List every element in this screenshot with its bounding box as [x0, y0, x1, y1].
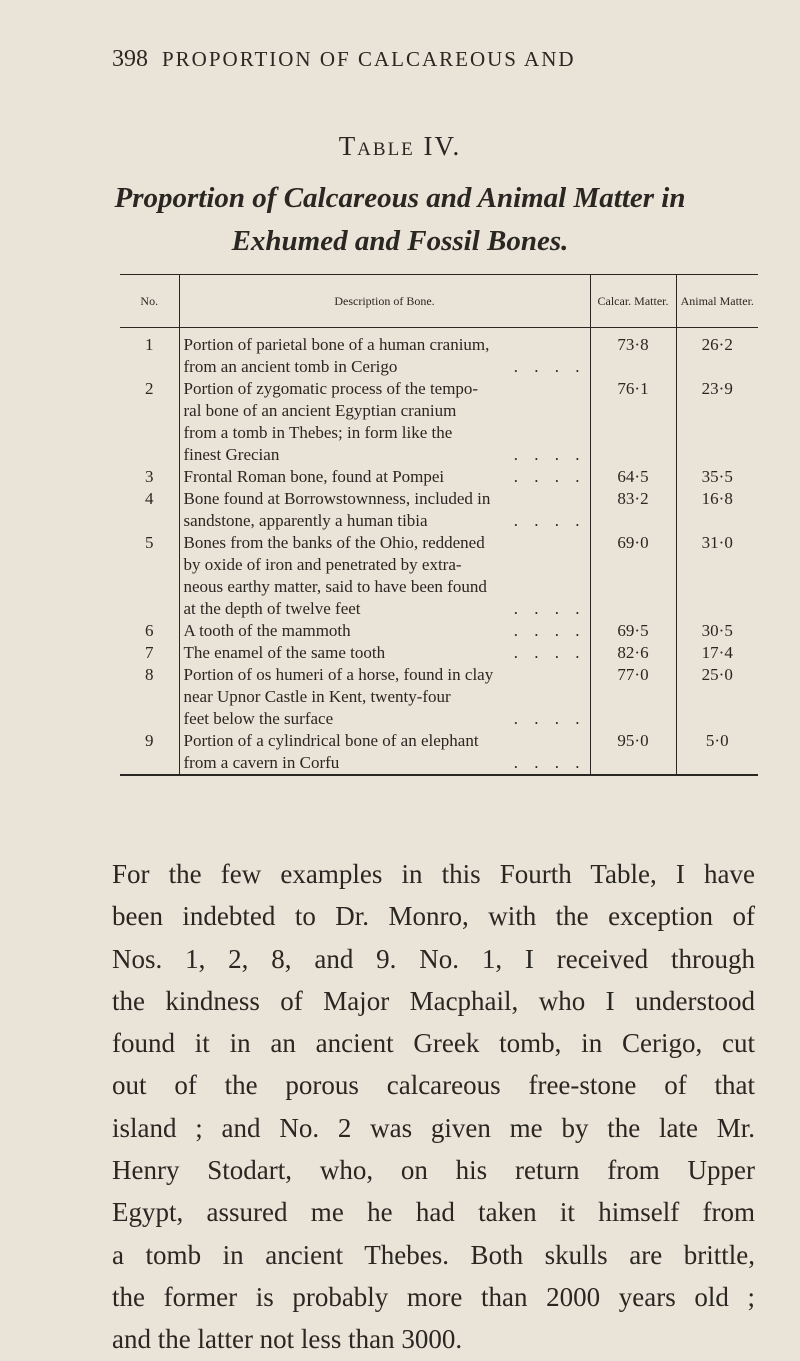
- calcareous-matter-value: 76·1: [590, 378, 676, 466]
- animal-matter-value: 31·0: [676, 532, 758, 620]
- dot-leader: . . . .: [513, 511, 586, 530]
- calcareous-matter-value: 83·2: [590, 488, 676, 532]
- paragraph-line: the kindness of Major Macphail, who I understood: [112, 985, 755, 1016]
- paragraph-line: Egypt, assured me he had taken it himself from: [112, 1197, 755, 1228]
- description-line-text: finest Grecian: [183, 445, 280, 464]
- animal-matter-value: 16·8: [676, 488, 758, 532]
- calcareous-matter-value: 69·0: [590, 532, 676, 620]
- bone-description: [179, 730, 590, 775]
- running-head-text: PROPORTION OF CALCAREOUS AND: [162, 47, 576, 71]
- description-line: [184, 356, 586, 378]
- dot-leader: . . . .: [513, 643, 586, 662]
- table-row: [120, 378, 758, 466]
- dot-leader: . . . .: [513, 709, 586, 728]
- paragraph-line: island ; and No. 2 was given me by the late Mr.: [112, 1112, 755, 1143]
- table-row: [120, 488, 758, 532]
- bone-composition-table: [120, 274, 758, 776]
- animal-matter-value: 26·2: [676, 328, 758, 379]
- dot-leader: . . . .: [513, 467, 586, 486]
- description-line-text: The enamel of the same tooth: [183, 643, 386, 662]
- calcareous-matter-value: 64·5: [590, 466, 676, 488]
- description-line: [184, 510, 586, 532]
- description-line-text: A tooth of the mammoth: [183, 621, 351, 640]
- paragraph-line: a tomb in ancient Thebes. Both skulls are brittle,: [112, 1239, 755, 1270]
- animal-matter-value: 23·9: [676, 378, 758, 466]
- bone-description: [179, 466, 590, 488]
- bone-description: [179, 620, 590, 642]
- description-line-text: at the depth of twelve feet: [183, 599, 361, 618]
- table-row: [120, 620, 758, 642]
- calcareous-matter-value: 77·0: [590, 664, 676, 730]
- description-line: ral bone of an ancient Egyptian cranium: [183, 401, 457, 420]
- description-line: [184, 642, 586, 664]
- table-header-row: [120, 275, 758, 328]
- row-number: 3: [145, 467, 154, 486]
- dot-leader: . . . .: [513, 753, 586, 772]
- animal-matter-value: 25·0: [676, 664, 758, 730]
- description-line: by oxide of iron and penetrated by extra-: [183, 555, 462, 574]
- dot-leader: . . . .: [513, 621, 586, 640]
- paragraph-line: Henry Stodart, who, on his return from Upper: [112, 1155, 755, 1186]
- bone-description: [179, 642, 590, 664]
- description-line: [184, 598, 586, 620]
- header-description: Description of Bone.: [179, 275, 590, 328]
- animal-matter-value: 35·5: [676, 466, 758, 488]
- description-line: [184, 708, 586, 730]
- header-animal-matter: Animal Matter.: [676, 275, 758, 328]
- calcareous-matter-value: 95·0: [590, 730, 676, 775]
- animal-matter-value: 5·0: [676, 730, 758, 775]
- description-line-text: from an ancient tomb in Cerigo: [183, 357, 398, 376]
- table-row: [120, 532, 758, 620]
- table-row: [120, 466, 758, 488]
- dot-leader: . . . .: [513, 599, 586, 618]
- row-number: 7: [145, 643, 154, 662]
- description-line: Portion of a cylindrical bone of an elephant: [183, 731, 479, 750]
- description-line: [184, 752, 586, 774]
- dot-leader: . . . .: [513, 445, 586, 464]
- description-line: near Upnor Castle in Kent, twenty-four: [183, 687, 451, 706]
- row-number: 5: [145, 533, 154, 552]
- animal-matter-value: 17·4: [676, 642, 758, 664]
- bone-description: [179, 378, 590, 466]
- description-line: [184, 620, 586, 642]
- paragraph-line: Nos. 1, 2, 8, and 9. No. 1, I received through: [112, 943, 755, 974]
- table-body: [120, 328, 758, 776]
- description-line: Portion of parietal bone of a human cranium,: [183, 335, 490, 354]
- paragraph-line: the former is probably more than 2000 years old ;: [112, 1281, 755, 1312]
- running-head: [112, 46, 752, 73]
- row-number: 6: [145, 621, 154, 640]
- table-subtitle-line: Proportion of Calcareous and Animal Matter in: [114, 182, 686, 214]
- paragraph-line: out of the porous calcareous free-stone of that: [112, 1070, 755, 1101]
- description-line: [184, 444, 586, 466]
- row-number: 8: [145, 665, 154, 684]
- description-line-text: sandstone, apparently a human tibia: [183, 511, 428, 530]
- description-line: Bone found at Borrowstownness, included in: [183, 489, 491, 508]
- header-calcareous-matter: Calcar. Matter.: [590, 275, 676, 328]
- row-number: 9: [145, 731, 154, 750]
- dot-leader: . . . .: [513, 357, 586, 376]
- page-number: 398: [112, 46, 148, 72]
- description-line-text: feet below the surface: [183, 709, 334, 728]
- table-title: Table IV.: [338, 131, 462, 161]
- paragraph-line: been indebted to Dr. Monro, with the exception of: [112, 901, 755, 932]
- paragraph-line: found it in an ancient Greek tomb, in Cerigo, cut: [112, 1028, 755, 1059]
- row-number: 1: [145, 335, 154, 354]
- calcareous-matter-value: 82·6: [590, 642, 676, 664]
- description-line-text: Frontal Roman bone, found at Pompei: [183, 467, 445, 486]
- table-row: [120, 664, 758, 730]
- description-line: Portion of os humeri of a horse, found in clay: [183, 665, 494, 684]
- bone-description: [179, 488, 590, 532]
- row-number: 4: [145, 489, 154, 508]
- row-number: 2: [145, 379, 154, 398]
- description-line: neous earthy matter, said to have been found: [183, 577, 487, 596]
- bone-description: [179, 328, 590, 379]
- calcareous-matter-value: 69·5: [590, 620, 676, 642]
- description-line: Portion of zygomatic process of the tempo-: [183, 379, 479, 398]
- body-paragraph: [112, 853, 755, 1361]
- bone-description: [179, 664, 590, 730]
- table-row: [120, 730, 758, 775]
- table-subtitle-line: Exhumed and Fossil Bones.: [231, 225, 569, 257]
- header-no: No.: [140, 294, 159, 308]
- description-line-text: from a cavern in Corfu: [183, 753, 340, 772]
- description-line: from a tomb in Thebes; in form like the: [183, 423, 453, 442]
- calcareous-matter-value: 73·8: [590, 328, 676, 379]
- paragraph-line: For the few examples in this Fourth Table, I have: [112, 859, 755, 889]
- table-row: [120, 642, 758, 664]
- description-line: [184, 466, 586, 488]
- description-line: Bones from the banks of the Ohio, reddened: [183, 533, 485, 552]
- table-row: [120, 328, 758, 379]
- bone-description: [179, 532, 590, 620]
- paragraph-line: and the latter not less than 3000.: [112, 1324, 463, 1355]
- animal-matter-value: 30·5: [676, 620, 758, 642]
